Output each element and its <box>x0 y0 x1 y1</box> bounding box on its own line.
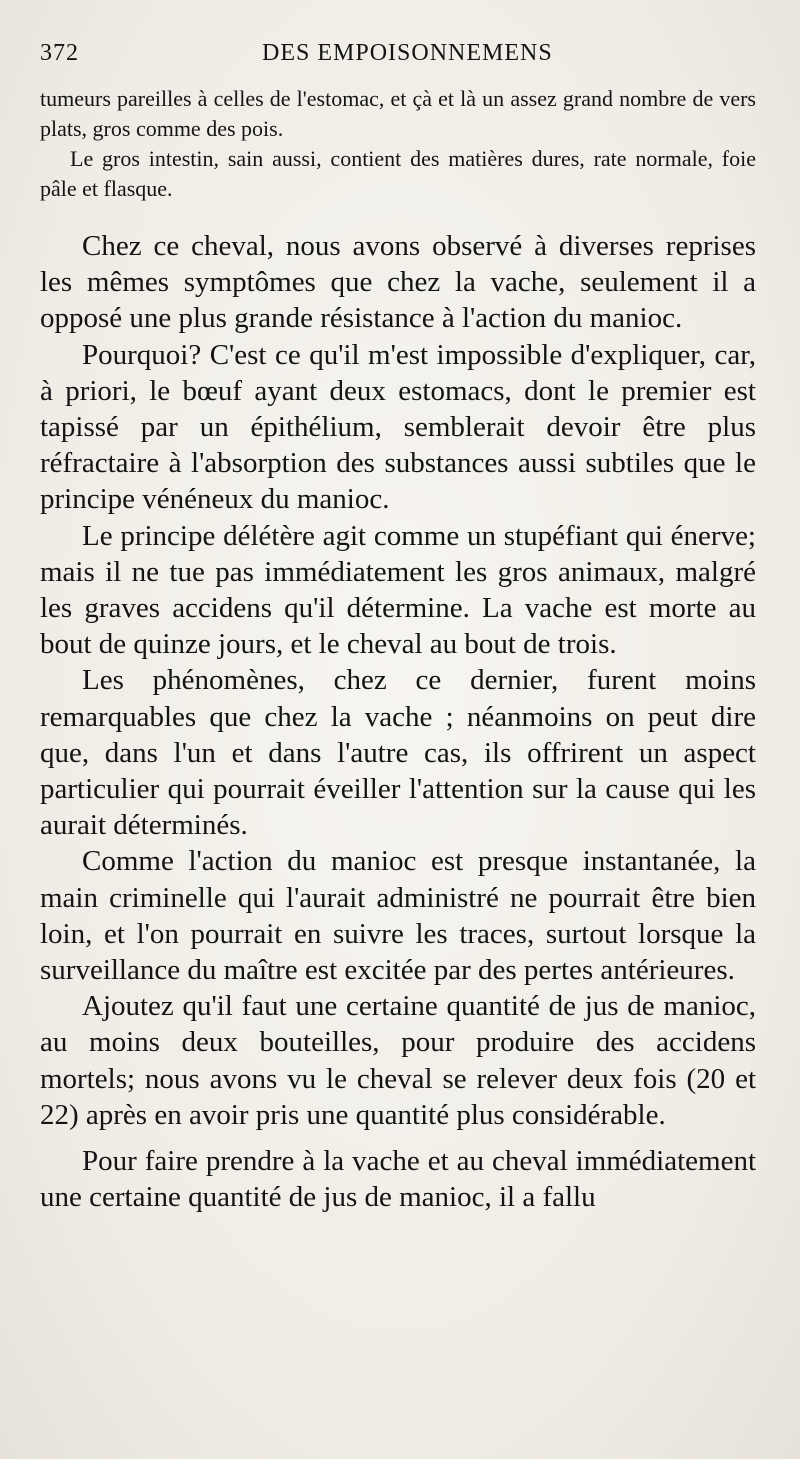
paragraph-action-manioc: Comme l'action du manioc est presque instantanée, la main criminelle qui l'aurait administré ne pourrait être bien loin, et l'on pourrait en suivre les traces, surtout lorsque la surveillance du maître est excitée par des pertes antérieures. <box>40 845 756 987</box>
paragraph-pourquoi: Pourquoi? C'est ce qu'il m'est impossible d'expliquer, car, à priori, le bœuf ayant deux estomacs, dont le premier est tapissé par un épithélium, semblerait devoir être plus réfractaire à l'absorption des substances aussi subtiles que le principe vénéneux du manioc. <box>40 338 756 516</box>
paragraph-cheval: Chez ce cheval, nous avons observé à diverses reprises les mêmes symptômes que chez la vache, seulement il a opposé une plus grande résistance à l'action du manioc. <box>40 230 756 335</box>
paragraph-principe: Le principe délétère agit comme un stupéfiant qui énerve; mais il ne tue pas immédiatement les gros animaux, malgré les graves accidens qu'il détermine. La vache est morte au bout de quinze jours, et le cheval au bout de trois. <box>40 519 756 661</box>
paragraph-intestine: Le gros intestin, sain aussi, contient des matières dures, rate normale, foie pâle et flasque. <box>40 146 756 201</box>
running-head: DES EMPOISONNEMENS <box>262 40 553 66</box>
body-text <box>40 84 756 1215</box>
paragraph-phenomenes: Les phénomènes, chez ce dernier, furent moins remarquables que chez la vache ; néanmoins on peut dire que, dans l'un et dans l'autre cas, ils offrirent un aspect particulier qui pourrait éveiller l'attention sur la cause qui les aurait déterminés. <box>40 664 756 842</box>
paragraph-ajoutez: Ajoutez qu'il faut une certaine quantité de jus de manioc, au moins deux bouteilles, pour produire des accidens mortels; nous avons vu le cheval se relever deux fois (20 et 22) après en avoir pris une quantité plus considérable. <box>40 990 756 1131</box>
page-number: 372 <box>40 40 79 66</box>
paragraph-pour-faire: Pour faire prendre à la vache et au cheval immédiatement une certaine quantité de jus de manioc, il a fallu <box>40 1145 756 1214</box>
paragraph-continuation: tumeurs pareilles à celles de l'estomac, et çà et là un assez grand nombre de vers plats, gros comme des pois. <box>40 86 756 141</box>
page-header <box>40 40 760 76</box>
